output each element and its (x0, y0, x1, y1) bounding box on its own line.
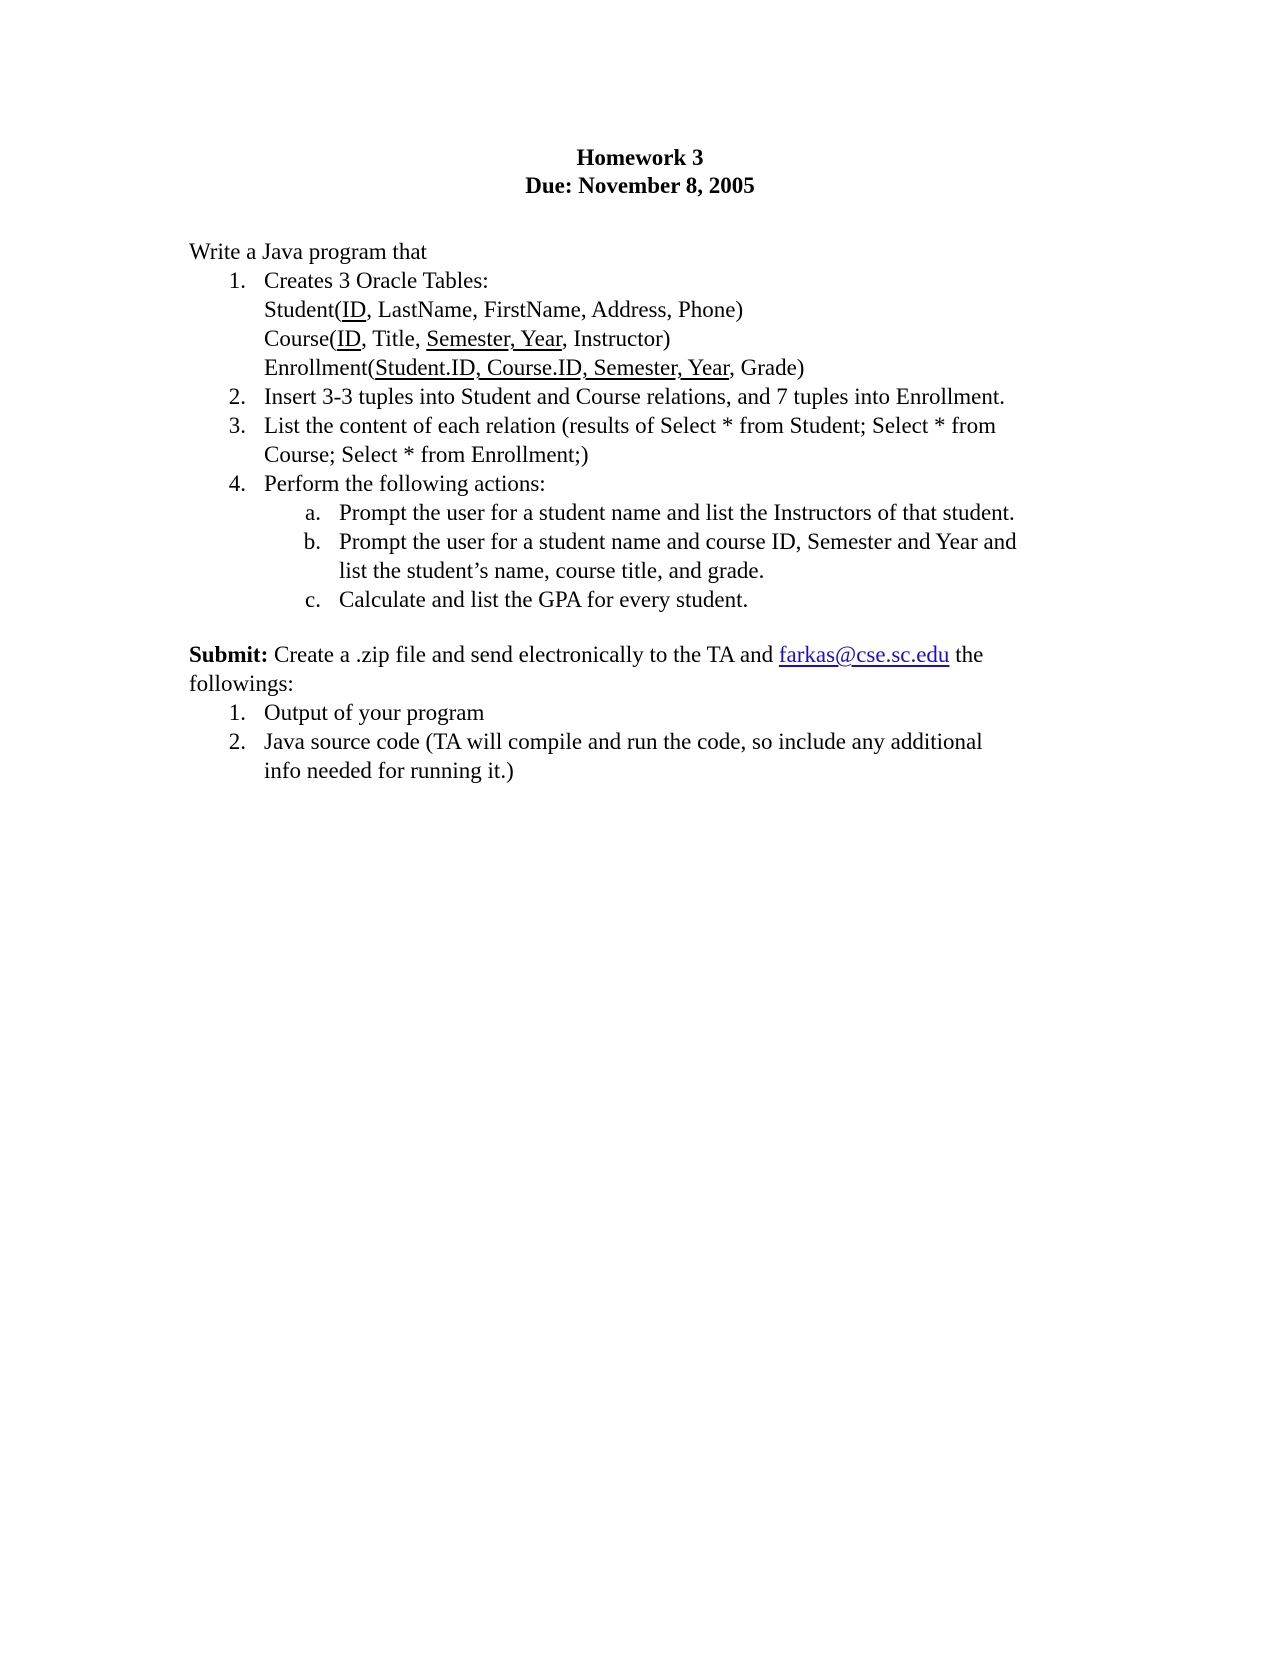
action-text: Prompt the user for a student name and course ID, Semester and Year and (339, 529, 1017, 554)
submit-item-text: Output of your program (264, 700, 485, 725)
item-number: 3. (228, 413, 246, 438)
action-text: Prompt the user for a student name and list the Instructors of that student. (339, 500, 1015, 525)
document-title: Homework 3 (576, 145, 704, 170)
email-link[interactable]: farkas@cse.sc.edu (778, 642, 950, 667)
intro-text: Write a Java program that (189, 239, 427, 264)
submit-item-text-continued: info needed for running it.) (264, 758, 514, 783)
table-course: Course(ID, Title, Semester, Year, Instructor) (264, 326, 671, 351)
submit-item-text: Java source code (TA will compile and run the code, so include any additional (264, 729, 983, 754)
item-number: 1. (228, 268, 246, 293)
item-text: Creates 3 Oracle Tables: (264, 268, 489, 293)
submit-label: Submit: (189, 642, 269, 667)
table-student: Student(ID, LastName, FirstName, Address, Phone) (264, 297, 744, 322)
item-number: 4. (228, 471, 246, 496)
item-text-continued: Course; Select * from Enrollment;) (264, 442, 589, 467)
submit-paragraph-continued: followings: (189, 671, 294, 696)
item-text: List the content of each relation (results of Select * from Student; Select * from (264, 413, 996, 438)
due-date: Due: November 8, 2005 (525, 173, 755, 198)
item-text: Insert 3-3 tuples into Student and Course relations, and 7 tuples into Enrollment. (264, 384, 1005, 409)
submit-paragraph: Submit: Create a .zip file and send electronically to the TA and farkas@cse.sc.edu the (189, 642, 984, 667)
item-text: Perform the following actions: (264, 471, 546, 496)
action-text: Calculate and list the GPA for every student. (339, 587, 749, 612)
action-letter: a. (305, 500, 321, 525)
action-letter: c. (305, 587, 321, 612)
submit-item-number: 1. (228, 700, 246, 725)
action-text-continued: list the student’s name, course title, and grade. (339, 558, 765, 583)
action-letter: b. (303, 529, 321, 554)
submit-item-number: 2. (228, 729, 246, 754)
item-number: 2. (228, 384, 246, 409)
table-enrollment: Enrollment(Student.ID, Course.ID, Semester, Year, Grade) (264, 355, 805, 380)
